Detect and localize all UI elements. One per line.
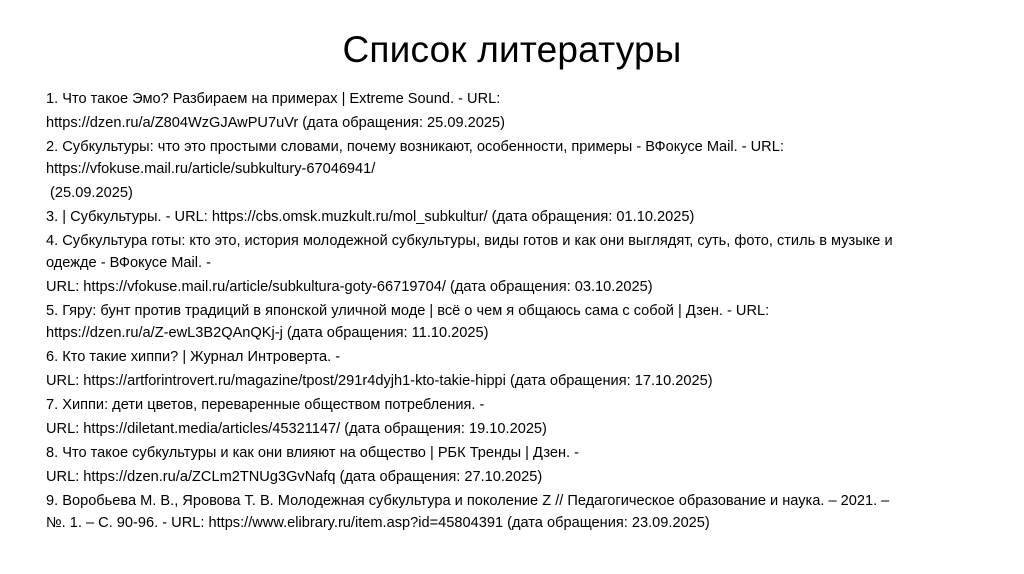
reference-line: URL: https://vfokuse.mail.ru/article/subkultura-goty-66719704/ (дата обращения: 03.10.2025): [46, 279, 653, 295]
reference-line: (25.09.2025): [46, 185, 133, 201]
reference-line: URL: https://artforintrovert.ru/magazine/tpost/291r4dyjh1-kto-takie-hippi (дата обращения: 17.10.2025): [46, 373, 713, 389]
reference-line: 9. Воробьева М. В., Яровова Т. В. Молодежная субкультура и поколение Z // Педагогическое образование и наука. – 2021. –: [46, 493, 890, 509]
reference-line: 8. Что такое субкультуры и как они влияют на общество | РБК Тренды | Дзен. -: [46, 445, 580, 461]
reference-line: 1. Что такое Эмо? Разбираем на примерах | Extreme Sound. - URL:: [46, 91, 501, 107]
reference-line: 2. Субкультуры: что это простыми словами, почему возникают, особенности, примеры - ВФокусе Mail. - URL:: [46, 139, 784, 155]
reference-list: [46, 88, 986, 534]
reference-line: URL: https://dzen.ru/a/ZCLm2TNUg3GvNafq (дата обращения: 27.10.2025): [46, 469, 543, 485]
reference-line: 4. Субкультура готы: кто это, история молодежной субкультуры, виды готов и как они выглядят, суть, фото, стиль в музыке и: [46, 233, 893, 249]
reference-line: 6. Кто такие хиппи? | Журнал Интроверта. -: [46, 349, 341, 365]
slide-title: Список литературы: [342, 29, 682, 70]
reference-line: одежде - ВФокусе Mail. -: [46, 255, 211, 271]
reference-line: https://vfokuse.mail.ru/article/subkultury-67046941/: [46, 161, 376, 177]
reference-line: https://dzen.ru/a/Z804WzGJAwPU7uVr (дата обращения: 25.09.2025): [46, 115, 505, 131]
reference-line: 7. Хиппи: дети цветов, переваренные обществом потребления. -: [46, 397, 485, 413]
reference-line: URL: https://diletant.media/articles/45321147/ (дата обращения: 19.10.2025): [46, 421, 547, 437]
reference-line: №. 1. – С. 90-96. - URL: https://www.elibrary.ru/item.asp?id=45804391 (дата обращения: 23.09.2025): [46, 515, 710, 531]
reference-line: 3. | Субкультуры. - URL: https://cbs.omsk.muzkult.ru/mol_subkultur/ (дата обращения: 01.10.2025): [46, 209, 695, 225]
reference-line: https://dzen.ru/a/Z-ewL3B2QAnQKj-j (дата обращения: 11.10.2025): [46, 325, 489, 341]
reference-line: 5. Гяру: бунт против традиций в японской уличной моде | всё о чем я общаюсь сама с собой | Дзен. - URL:: [46, 303, 770, 319]
